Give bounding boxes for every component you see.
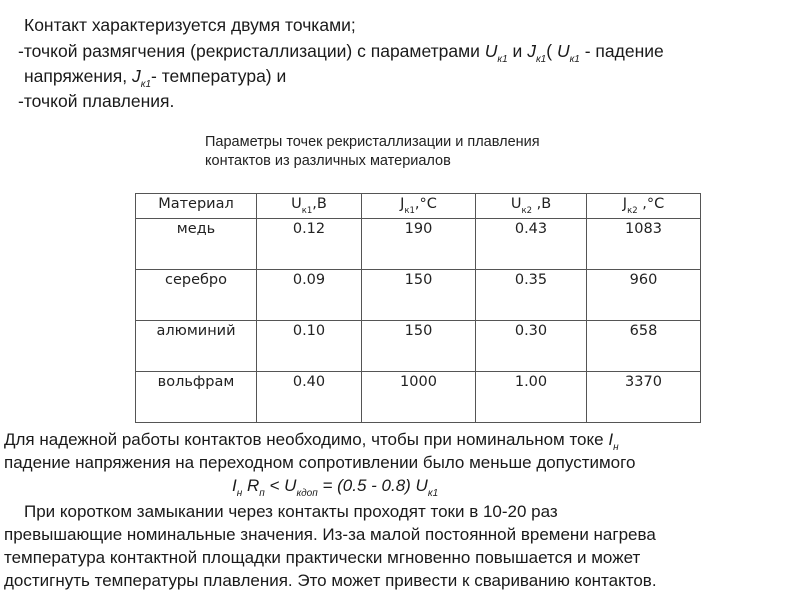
cell-jk2: 960 — [587, 270, 701, 321]
reliability-line-1: Для надежной работы контактов необходимо, чтобы при номинальном токе $I_н$ — [4, 430, 619, 453]
cell-material: вольфрам — [136, 372, 257, 423]
short-circuit-line-1: При коротком замыкании через контакты проходят токи в 10-20 раз — [24, 502, 558, 521]
table-row — [136, 219, 701, 270]
cell-jk2: 658 — [587, 321, 701, 372]
cell-uk2: 0.43 — [476, 219, 587, 270]
short-circuit-line-4: достигнуть температуры плавления. Это может привести к свариванию контактов. — [4, 571, 657, 590]
cell-material: алюминий — [136, 321, 257, 372]
cell-uk1: 0.12 — [257, 219, 362, 270]
table-row — [136, 372, 701, 423]
cell-jk2: 1083 — [587, 219, 701, 270]
cell-jk2: 3370 — [587, 372, 701, 423]
header-jk1: $J_{к1},^\circ C$ — [362, 194, 476, 219]
cell-uk1: 0.09 — [257, 270, 362, 321]
cell-uk2: 0.30 — [476, 321, 587, 372]
cell-jk1: 190 — [362, 219, 476, 270]
cell-uk1: 0.40 — [257, 372, 362, 423]
header-uk1: $U_{к1},В$ — [257, 194, 362, 219]
table-caption-line-1: Параметры точек рекристаллизации и плавления — [205, 134, 540, 150]
cell-jk1: 150 — [362, 270, 476, 321]
intro-line-3: напряжения, $J_{к1}-$ температура) и — [24, 66, 287, 90]
cell-material: серебро — [136, 270, 257, 321]
cell-uk2: 1.00 — [476, 372, 587, 423]
table-caption-line-2: контактов из различных материалов — [205, 153, 451, 169]
cell-jk1: 150 — [362, 321, 476, 372]
table-row — [136, 270, 701, 321]
intro-line-1: Контакт характеризуется двумя точками; — [24, 15, 356, 35]
intro-line-2: -точкой размягчения (рекристаллизации) с параметрами $U_{к1}$ и $J_{к1}$( $U_{к1}$ - падение — [18, 41, 664, 65]
table-header-row — [136, 194, 701, 219]
intro-line-4: -точкой плавления. — [18, 91, 175, 111]
cell-jk1: 1000 — [362, 372, 476, 423]
reliability-formula: $I_н$ $R_п < U_{кдоп} = (0.5 - 0.8)$ $U_{к1}$ — [232, 476, 439, 499]
reliability-line-2: падение напряжения на переходном сопротивлении было меньше допустимого — [4, 453, 636, 472]
table-row — [136, 321, 701, 372]
header-uk2: $U_{к2}$ ,В — [476, 194, 587, 219]
cell-uk1: 0.10 — [257, 321, 362, 372]
cell-uk2: 0.35 — [476, 270, 587, 321]
header-jk2: $J_{к2}$ ,°C — [587, 194, 701, 219]
materials-table — [135, 193, 701, 423]
short-circuit-line-2: превышающие номинальные значения. Из-за малой постоянной времени нагрева — [4, 525, 656, 544]
cell-material: медь — [136, 219, 257, 270]
short-circuit-line-3: температура контактной площадки практически мгновенно повышается и может — [4, 548, 641, 567]
header-material: Материал — [136, 194, 257, 219]
